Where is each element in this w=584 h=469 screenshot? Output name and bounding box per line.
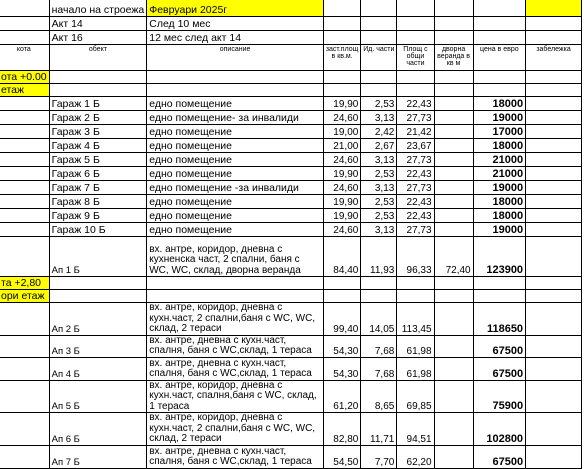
cell[interactable] <box>361 290 397 303</box>
price-eur[interactable]: 102800 <box>473 413 525 446</box>
cell[interactable] <box>323 17 360 31</box>
cell[interactable] <box>526 0 582 17</box>
total-area[interactable]: 61,98 <box>397 335 434 357</box>
ideal-parts[interactable]: 11,71 <box>361 413 397 446</box>
note[interactable] <box>526 335 582 357</box>
note[interactable] <box>526 237 582 277</box>
built-area[interactable]: 19,00 <box>323 125 360 139</box>
note[interactable] <box>526 97 582 111</box>
built-area[interactable]: 19,90 <box>323 195 360 209</box>
unit-name[interactable]: Гараж 3 Б <box>49 125 147 139</box>
note[interactable] <box>526 139 582 153</box>
cell[interactable] <box>0 223 49 237</box>
info-row <box>0 31 582 45</box>
cell[interactable]: начало на строежа <box>49 0 147 17</box>
unit-name[interactable]: Ап 4 Б <box>49 357 147 380</box>
cell[interactable] <box>361 0 397 17</box>
header-dvorna: дворна веранда в кв м <box>434 45 473 71</box>
header-ploshtad: Площ с общи части <box>397 45 434 71</box>
cell[interactable] <box>49 84 147 97</box>
ideal-parts[interactable]: 3,13 <box>361 153 397 167</box>
cell[interactable] <box>526 71 582 84</box>
cell[interactable] <box>0 380 49 413</box>
yard-veranda[interactable] <box>434 335 473 357</box>
price-eur[interactable]: 67500 <box>473 445 525 468</box>
cell[interactable] <box>323 71 360 84</box>
note[interactable] <box>526 153 582 167</box>
cell[interactable] <box>0 139 49 153</box>
level-label[interactable]: ори етаж <box>0 290 49 303</box>
price-eur[interactable]: 75900 <box>473 380 525 413</box>
total-area[interactable]: 27,73 <box>397 153 434 167</box>
cell[interactable] <box>0 209 49 223</box>
table-row <box>0 195 582 209</box>
yard-veranda[interactable] <box>434 97 473 111</box>
cell[interactable] <box>397 71 434 84</box>
built-area[interactable]: 19,90 <box>323 167 360 181</box>
total-area[interactable]: 62,20 <box>397 445 434 468</box>
level-label[interactable]: ота +0.00 <box>0 71 49 84</box>
built-area[interactable]: 82,80 <box>323 413 360 446</box>
cell[interactable]: Акт 16 <box>49 31 147 45</box>
unit-description[interactable]: едно помещение -за инвалиди <box>147 181 324 195</box>
cell[interactable] <box>147 290 324 303</box>
level-row <box>0 277 582 290</box>
price-eur[interactable]: 18000 <box>473 209 525 223</box>
price-eur[interactable]: 118650 <box>473 303 525 336</box>
yard-veranda[interactable] <box>434 153 473 167</box>
built-area[interactable]: 24,60 <box>323 181 360 195</box>
cell[interactable]: Акт 14 <box>49 17 147 31</box>
unit-description[interactable]: вх. антре, дневна с кухн.част, спалня, баня с WC,склад, 1 тераса <box>147 357 324 380</box>
total-area[interactable]: 22,43 <box>397 195 434 209</box>
cell[interactable] <box>0 413 49 446</box>
cell[interactable] <box>0 31 49 45</box>
cell[interactable] <box>147 277 324 290</box>
table-row <box>0 380 582 413</box>
unit-name[interactable]: Гараж 5 Б <box>49 153 147 167</box>
cell[interactable] <box>526 31 582 45</box>
unit-description[interactable]: вх. антре, коридор, дневна с кухненска част, 2 спални, баня с WC, WC, склад, дворна веранда <box>147 237 324 277</box>
header-zabelejka: забележка <box>526 45 582 71</box>
built-area[interactable]: 21,00 <box>323 139 360 153</box>
unit-description[interactable]: едно помещение- за инвалиди <box>147 111 324 125</box>
unit-description[interactable]: едно помещение <box>147 209 324 223</box>
cell[interactable] <box>473 17 525 31</box>
cell[interactable] <box>0 167 49 181</box>
yard-veranda[interactable] <box>434 209 473 223</box>
unit-description[interactable]: вх. антре, дневна с кухн.част, спалня, баня с WC,склад, 1 тераса <box>147 335 324 357</box>
cell[interactable] <box>473 277 525 290</box>
unit-name[interactable]: Ап 7 Б <box>49 445 147 468</box>
cell[interactable] <box>0 125 49 139</box>
cell[interactable] <box>0 17 49 31</box>
unit-name[interactable]: Гараж 1 Б <box>49 97 147 111</box>
info-row <box>0 17 582 31</box>
cell[interactable] <box>361 71 397 84</box>
built-area[interactable]: 24,60 <box>323 111 360 125</box>
built-area[interactable]: 24,60 <box>323 153 360 167</box>
price-eur[interactable]: 67500 <box>473 357 525 380</box>
table-row <box>0 357 582 380</box>
cell[interactable] <box>361 277 397 290</box>
ideal-parts[interactable]: 2,42 <box>361 125 397 139</box>
ideal-parts[interactable]: 7,70 <box>361 445 397 468</box>
price-eur[interactable]: 19000 <box>473 181 525 195</box>
table-row <box>0 303 582 336</box>
unit-name[interactable]: Гараж 2 Б <box>49 111 147 125</box>
unit-name[interactable]: Гараж 10 Б <box>49 223 147 237</box>
cell[interactable] <box>397 290 434 303</box>
cell[interactable] <box>0 237 49 277</box>
total-area[interactable]: 21,42 <box>397 125 434 139</box>
ideal-parts[interactable]: 11,93 <box>361 237 397 277</box>
cell[interactable] <box>361 17 397 31</box>
table-row <box>0 223 582 237</box>
level-row <box>0 290 582 303</box>
ideal-parts[interactable]: 2,67 <box>361 139 397 153</box>
cell[interactable] <box>434 0 473 17</box>
cell[interactable] <box>49 277 147 290</box>
total-area[interactable]: 27,73 <box>397 181 434 195</box>
unit-description[interactable]: вх. антре, коридор, дневна с кухн.част, спалня,баня с WC, склад, 1 тераса <box>147 380 324 413</box>
table-row <box>0 139 582 153</box>
unit-name[interactable]: Гараж 4 Б <box>49 139 147 153</box>
cell[interactable] <box>434 277 473 290</box>
ideal-parts[interactable]: 7,68 <box>361 335 397 357</box>
cell[interactable] <box>0 181 49 195</box>
built-area[interactable]: 84,40 <box>323 237 360 277</box>
price-eur[interactable]: 18000 <box>473 139 525 153</box>
cell[interactable] <box>49 290 147 303</box>
ideal-parts[interactable]: 14,05 <box>361 303 397 336</box>
price-eur[interactable]: 19000 <box>473 223 525 237</box>
cell[interactable] <box>434 31 473 45</box>
cell[interactable] <box>0 303 49 336</box>
unit-name[interactable]: Ап 1 Б <box>49 237 147 277</box>
total-area[interactable]: 113,45 <box>397 303 434 336</box>
cell[interactable] <box>526 17 582 31</box>
cell[interactable] <box>0 357 49 380</box>
note[interactable] <box>526 181 582 195</box>
unit-name[interactable]: Гараж 9 Б <box>49 209 147 223</box>
cell[interactable] <box>434 290 473 303</box>
level-label[interactable]: та +2,80 <box>0 277 49 290</box>
ideal-parts[interactable]: 2,53 <box>361 167 397 181</box>
ideal-parts[interactable]: 3,13 <box>361 111 397 125</box>
header-zast: заст.площ в кв.м. <box>323 45 360 71</box>
built-area[interactable]: 19,90 <box>323 209 360 223</box>
price-eur[interactable]: 18000 <box>473 97 525 111</box>
header-row <box>0 45 582 71</box>
table-row <box>0 167 582 181</box>
price-eur[interactable]: 17000 <box>473 125 525 139</box>
table-row <box>0 209 582 223</box>
cell[interactable] <box>434 17 473 31</box>
cell[interactable] <box>397 277 434 290</box>
cell[interactable] <box>0 0 49 17</box>
cell[interactable] <box>473 31 525 45</box>
unit-description[interactable]: вх. антре, коридор, дневна с кухн.част, 2 спални,баня с WC, WC, склад, 2 тераси <box>147 413 324 446</box>
cell[interactable] <box>473 290 525 303</box>
cell[interactable] <box>147 84 324 97</box>
total-area[interactable]: 23,67 <box>397 139 434 153</box>
built-area[interactable]: 19,90 <box>323 97 360 111</box>
header-opisanie: описание <box>147 45 324 71</box>
note[interactable] <box>526 223 582 237</box>
built-area[interactable]: 24,60 <box>323 223 360 237</box>
total-area[interactable]: 96,33 <box>397 237 434 277</box>
ideal-parts[interactable]: 3,13 <box>361 181 397 195</box>
level-label[interactable]: етаж <box>0 84 49 97</box>
ideal-parts[interactable]: 8,65 <box>361 380 397 413</box>
table-row <box>0 111 582 125</box>
price-eur[interactable]: 123900 <box>473 237 525 277</box>
header-id-chasti: Ид. части <box>361 45 397 71</box>
cell[interactable] <box>323 290 360 303</box>
note[interactable] <box>526 303 582 336</box>
built-area[interactable]: 99,40 <box>323 303 360 336</box>
cell[interactable] <box>49 71 147 84</box>
note[interactable] <box>526 125 582 139</box>
total-area[interactable]: 22,43 <box>397 167 434 181</box>
note[interactable] <box>526 380 582 413</box>
level-row <box>0 84 582 97</box>
unit-description[interactable]: едно помещение <box>147 97 324 111</box>
table-row <box>0 445 582 468</box>
cell[interactable] <box>397 84 434 97</box>
ideal-parts[interactable]: 7,68 <box>361 357 397 380</box>
ideal-parts[interactable]: 3,13 <box>361 223 397 237</box>
total-area[interactable]: 22,43 <box>397 97 434 111</box>
cell[interactable] <box>397 31 434 45</box>
unit-description[interactable]: едно помещение <box>147 139 324 153</box>
cell[interactable]: След 10 мес <box>147 17 324 31</box>
cell[interactable] <box>434 84 473 97</box>
built-area[interactable]: 54,30 <box>323 335 360 357</box>
unit-name[interactable]: Ап 3 Б <box>49 335 147 357</box>
table-row <box>0 125 582 139</box>
unit-name[interactable]: Гараж 6 Б <box>49 167 147 181</box>
yard-veranda[interactable] <box>434 125 473 139</box>
yard-veranda[interactable] <box>434 111 473 125</box>
total-area[interactable]: 94,51 <box>397 413 434 446</box>
yard-veranda[interactable] <box>434 195 473 209</box>
cell[interactable] <box>473 84 525 97</box>
unit-description[interactable]: едно помещение <box>147 223 324 237</box>
built-area[interactable]: 61,20 <box>323 380 360 413</box>
cell[interactable] <box>0 97 49 111</box>
yard-veranda[interactable] <box>434 357 473 380</box>
note[interactable] <box>526 413 582 446</box>
price-eur[interactable]: 21000 <box>473 153 525 167</box>
cell[interactable] <box>323 277 360 290</box>
cell[interactable] <box>0 195 49 209</box>
cell[interactable] <box>526 277 582 290</box>
cell[interactable] <box>473 0 525 17</box>
yard-veranda[interactable] <box>434 303 473 336</box>
header-cena: цена в евро <box>473 45 525 71</box>
cell[interactable] <box>323 0 360 17</box>
cell[interactable] <box>526 84 582 97</box>
info-row <box>0 0 582 17</box>
cell[interactable] <box>0 335 49 357</box>
table-row <box>0 237 582 277</box>
note[interactable] <box>526 209 582 223</box>
cell[interactable]: 12 мес след акт 14 <box>147 31 324 45</box>
note[interactable] <box>526 195 582 209</box>
cell[interactable] <box>0 445 49 468</box>
table-row <box>0 413 582 446</box>
cell[interactable] <box>361 31 397 45</box>
price-eur[interactable]: 21000 <box>473 167 525 181</box>
unit-description[interactable]: вх. антре, дневна с кухн.част, спалня, баня с WC,склад, 1 тераса <box>147 445 324 468</box>
unit-name[interactable]: Гараж 8 Б <box>49 195 147 209</box>
cell[interactable]: Февруари 2025г <box>147 0 324 17</box>
table-row <box>0 181 582 195</box>
ideal-parts[interactable]: 2,53 <box>361 195 397 209</box>
cell[interactable] <box>0 111 49 125</box>
unit-description[interactable]: вх. антре, коридор, дневна с кухн.част, 2 спални,баня с WC, WC, склад, 2 тераси <box>147 303 324 336</box>
unit-name[interactable]: Ап 5 Б <box>49 380 147 413</box>
table-row <box>0 335 582 357</box>
price-eur[interactable]: 19000 <box>473 111 525 125</box>
unit-description[interactable]: едно помещение <box>147 195 324 209</box>
unit-description[interactable]: едно помещение <box>147 153 324 167</box>
note[interactable] <box>526 111 582 125</box>
price-eur[interactable]: 18000 <box>473 195 525 209</box>
unit-description[interactable]: едно помещение <box>147 125 324 139</box>
yard-veranda[interactable] <box>434 181 473 195</box>
total-area[interactable]: 27,73 <box>397 111 434 125</box>
built-area[interactable]: 54,30 <box>323 357 360 380</box>
cell[interactable] <box>473 71 525 84</box>
yard-veranda[interactable] <box>434 413 473 446</box>
cell[interactable] <box>0 153 49 167</box>
yard-veranda[interactable] <box>434 139 473 153</box>
table-row <box>0 153 582 167</box>
cell[interactable] <box>397 17 434 31</box>
unit-description[interactable]: едно помещение <box>147 167 324 181</box>
yard-veranda[interactable] <box>434 223 473 237</box>
level-row <box>0 71 582 84</box>
built-area[interactable]: 54,50 <box>323 445 360 468</box>
cell[interactable] <box>526 290 582 303</box>
yard-veranda[interactable] <box>434 380 473 413</box>
unit-name[interactable]: Гараж 7 Б <box>49 181 147 195</box>
total-area[interactable]: 22,43 <box>397 209 434 223</box>
cell[interactable] <box>361 84 397 97</box>
total-area[interactable]: 27,73 <box>397 223 434 237</box>
unit-name[interactable]: Ап 6 Б <box>49 413 147 446</box>
ideal-parts[interactable]: 2,53 <box>361 209 397 223</box>
cell[interactable] <box>434 71 473 84</box>
total-area[interactable]: 61,98 <box>397 357 434 380</box>
header-obekt: обект <box>49 45 147 71</box>
table-row <box>0 97 582 111</box>
header-kota: кота <box>0 45 49 71</box>
note[interactable] <box>526 357 582 380</box>
yard-veranda[interactable]: 72,40 <box>434 237 473 277</box>
price-eur[interactable]: 67500 <box>473 335 525 357</box>
yard-veranda[interactable] <box>434 445 473 468</box>
cell[interactable] <box>147 71 324 84</box>
cell[interactable] <box>397 0 434 17</box>
cell[interactable] <box>323 31 360 45</box>
unit-name[interactable]: Ап 2 Б <box>49 303 147 336</box>
note[interactable] <box>526 167 582 181</box>
ideal-parts[interactable]: 2,53 <box>361 97 397 111</box>
cell[interactable] <box>323 84 360 97</box>
note[interactable] <box>526 445 582 468</box>
yard-veranda[interactable] <box>434 167 473 181</box>
total-area[interactable]: 69,85 <box>397 380 434 413</box>
